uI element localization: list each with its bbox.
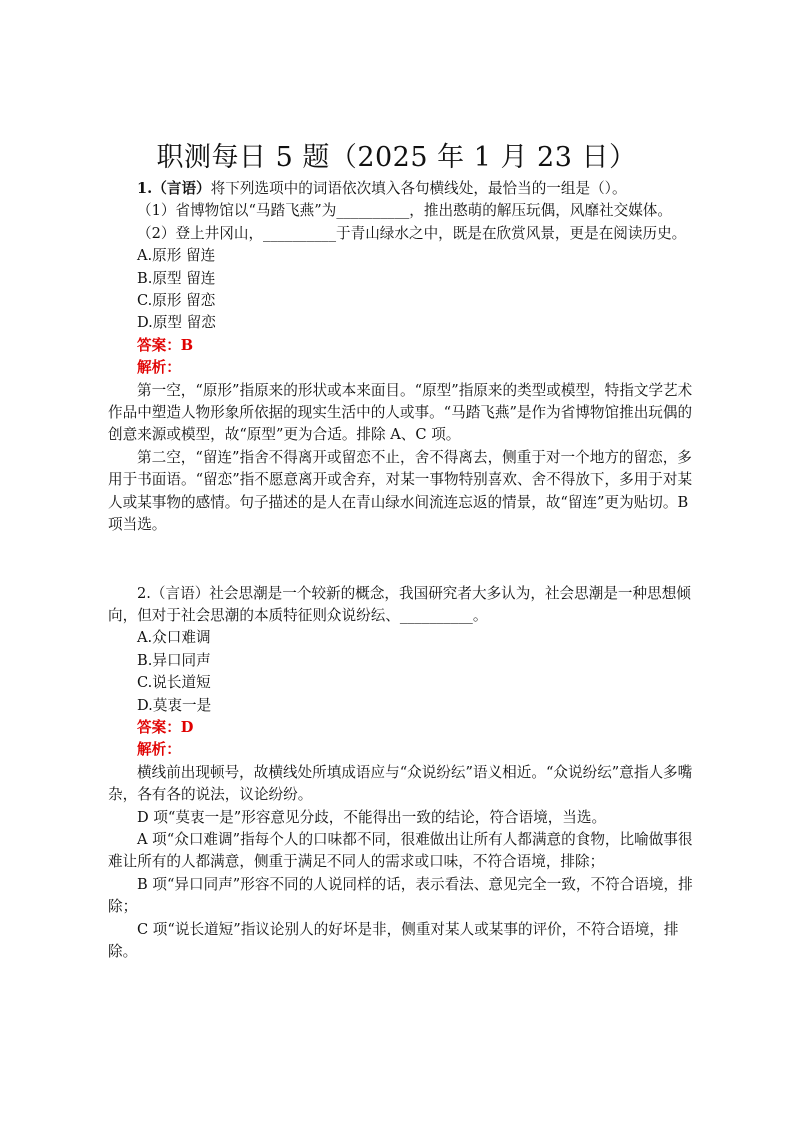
q1-sentence-2: （2）登上井冈山，__________于青山绿水之中，既是在欣赏风景，更是在阅读历史。 xyxy=(137,224,687,242)
q1-option-a: A.原形 留连 xyxy=(137,247,216,265)
q2-analysis-paragraph: C 项“说长道短”指议论别人的好坏是非，侧重对某人或某事的评价，不符合语境，排除。 xyxy=(108,920,679,960)
q1-option-d: D.原型 留恋 xyxy=(137,314,216,332)
q2-analysis-label: 解析： xyxy=(137,741,181,759)
q2-analysis-paragraph: 横线前出现顿号，故横线处所填成语应与“众说纷纭”语义相近。“众说纷纭”意指人多嘴杂，各有各的说法，议论纷纷。 xyxy=(108,763,693,804)
q1-answer: 答案：B xyxy=(137,336,194,354)
q2-analysis-paragraph: D 项“莫衷一是”形容意见分歧，不能得出一致的结论，符合语境，当选。 xyxy=(137,808,607,826)
q2-option-a: A.众口难调 xyxy=(137,629,211,647)
q1-analysis-label: 解析： xyxy=(137,359,181,377)
q1-stem-line xyxy=(108,178,700,200)
q2-analysis-paragraph: A 项“众口难调”指每个人的口味都不同，很难做出让所有人都满意的食物，比喻做事很难让所有的人都满意，侧重于满足不同人的需求或口味，不符合语境，排除； xyxy=(108,830,693,871)
q1-tag: （言语） xyxy=(152,180,211,197)
q2-option-c: C.说长道短 xyxy=(137,674,211,692)
q2-answer: 答案：D xyxy=(137,718,194,736)
q1-number: 1. xyxy=(137,180,153,197)
q1-option-b: B.原型 留连 xyxy=(137,269,216,287)
q1-option-c: C.原形 留恋 xyxy=(137,292,216,310)
document-body xyxy=(108,178,700,963)
q2-analysis-paragraph: B 项“异口同声”形容不同的人说同样的话，表示看法、意见完全一致，不符合语境，排除； xyxy=(108,875,693,916)
q1-analysis-paragraph: 第二空，“留连”指舍不得离开或留恋不止，舍不得离去，侧重于对一个地方的留恋，多用于书面语。“留恋”指不愿意离开或舍弃，对某一事物特别喜欢、舍不得放下，多用于对某人或某事物的感情。句子描述的是人在青山绿水间流连忘返的情景，故“留连”更为贴切。B 项当选。 xyxy=(108,448,693,534)
question-spacer xyxy=(108,537,700,583)
q2-option-d: D.莫衷一是 xyxy=(137,696,212,714)
q1-stem: 将下列选项中的词语依次填入各句横线处，最恰当的一组是（）。 xyxy=(210,180,627,197)
q2-stem: 2.（言语）社会思潮是一个较新的概念，我国研究者大多认为，社会思潮是一种思想倾向，但对于社会思潮的本质特征则众说纷纭、__________。 xyxy=(108,584,691,624)
q1-analysis-paragraph: 第一空，“原形”指原来的形状或本来面目。“原型”指原来的类型或模型，特指文学艺术作品中塑造人物形象所依据的现实生活中的人或事。“马踏飞燕”是作为省博物馆推出玩偶的创意来源或模型，故“原型”更为合适。排除 A、C 项。 xyxy=(108,381,693,444)
page-title: 职测每日 5 题（2025 年 1 月 23 日） xyxy=(156,142,637,173)
q1-sentence-1: （1）省博物馆以“马踏飞燕”为__________，推出憨萌的解压玩偶，风靡社交媒体。 xyxy=(137,202,672,220)
q2-option-b: B.异口同声 xyxy=(137,651,211,669)
